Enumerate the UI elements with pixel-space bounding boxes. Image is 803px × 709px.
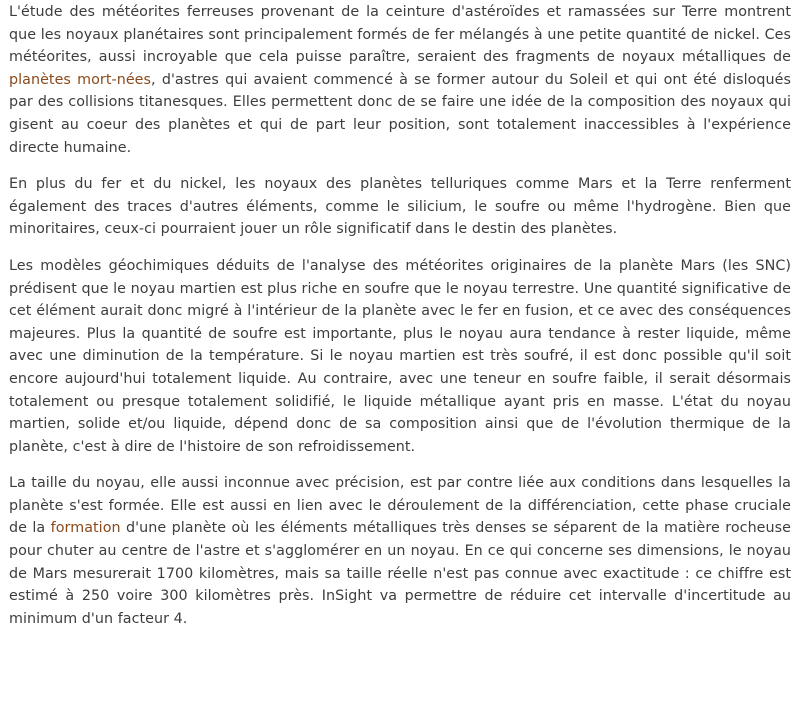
article-body	[9, 1, 791, 644]
paragraph-taille-noyau	[9, 472, 791, 630]
paragraph-meteorites	[9, 1, 791, 159]
paragraph-soufre: Les modèles géochimiques déduits de l'analyse des météorites originaires de la planète Mars (les SNC) prédisent que le noyau martien est plus riche en soufre que le noyau terrestre. Une quantité significative de cet élément aurait donc migré à l'intérieur de la planète avec le fer en fusion, et ce avec des conséquences majeures. Plus la quantité de soufre est importante, plus le noyau aura tendance à rester liquide, même avec une diminution de la température. Si le noyau martien est très soufré, il est donc possible qu'il soit encore aujourd'hui totalement liquide. Au contraire, avec une teneur en soufre faible, il serait désormais totalement ou presque totalement solidifié, le liquide métallique ayant pris en masse. L'état du noyau martien, solide et/ou liquide, dépend donc de sa composition ainsi que de l'évolution thermique de la planète, c'est à dire de l'histoire de son refroidissement.	[9, 257, 791, 455]
link-formation[interactable]: formation	[50, 520, 121, 537]
link-planetes-mort-nees[interactable]: planètes mort-nées	[9, 71, 152, 88]
paragraph-text: L'étude des météorites ferreuses provenant de la ceinture d'astéroïdes et ramassées sur Terre montrent que les noyaux planétaires sont principalement formés de fer mélangés à une petite quantité de nickel. Ces météorites, aussi incroyable que cela puisse paraître, seraient des fragments de noyaux métalliques de	[9, 4, 791, 66]
paragraph-text: d'une planète où les éléments métalliques très denses se séparent de la matière rocheuse pour chuter au centre de l'astre et s'agglomérer en un noyau. En ce qui concerne ses dimensions, le noyau de Mars mesurerait 1700 kilomètres, mais sa taille réelle n'est pas connue avec exactitude : ce chiffre est estimé à 250 voire 300 kilomètres près. InSight va permettre de réduire cet intervalle d'incertitude au minimum d'un facteur 4.	[9, 520, 791, 627]
paragraph-elements-legers: En plus du fer et du nickel, les noyaux des planètes telluriques comme Mars et la Terre renferment également des traces d'autres éléments, comme le silicium, le soufre ou même l'hydrogène. Bien que minoritaires, ceux-ci pourraient jouer un rôle significatif dans le destin des planètes.	[9, 176, 791, 238]
paragraph-text: , d'astres qui avaient commencé à se former autour du Soleil et qui ont été disloqués par des collisions titanesques. Elles permettent donc de se faire une idée de la composition des noyaux qui gisent au coeur des planètes et qui de part leur position, sont totalement inaccessibles à l'expérience directe humaine.	[9, 71, 791, 156]
paragraph-text: La taille du noyau, elle aussi inconnue avec précision, est par contre liée aux conditions dans lesquelles la planète s'est formée. Elle est aussi en lien avec le déroulement de la différenciation, cette phase cruciale de la	[9, 475, 791, 537]
